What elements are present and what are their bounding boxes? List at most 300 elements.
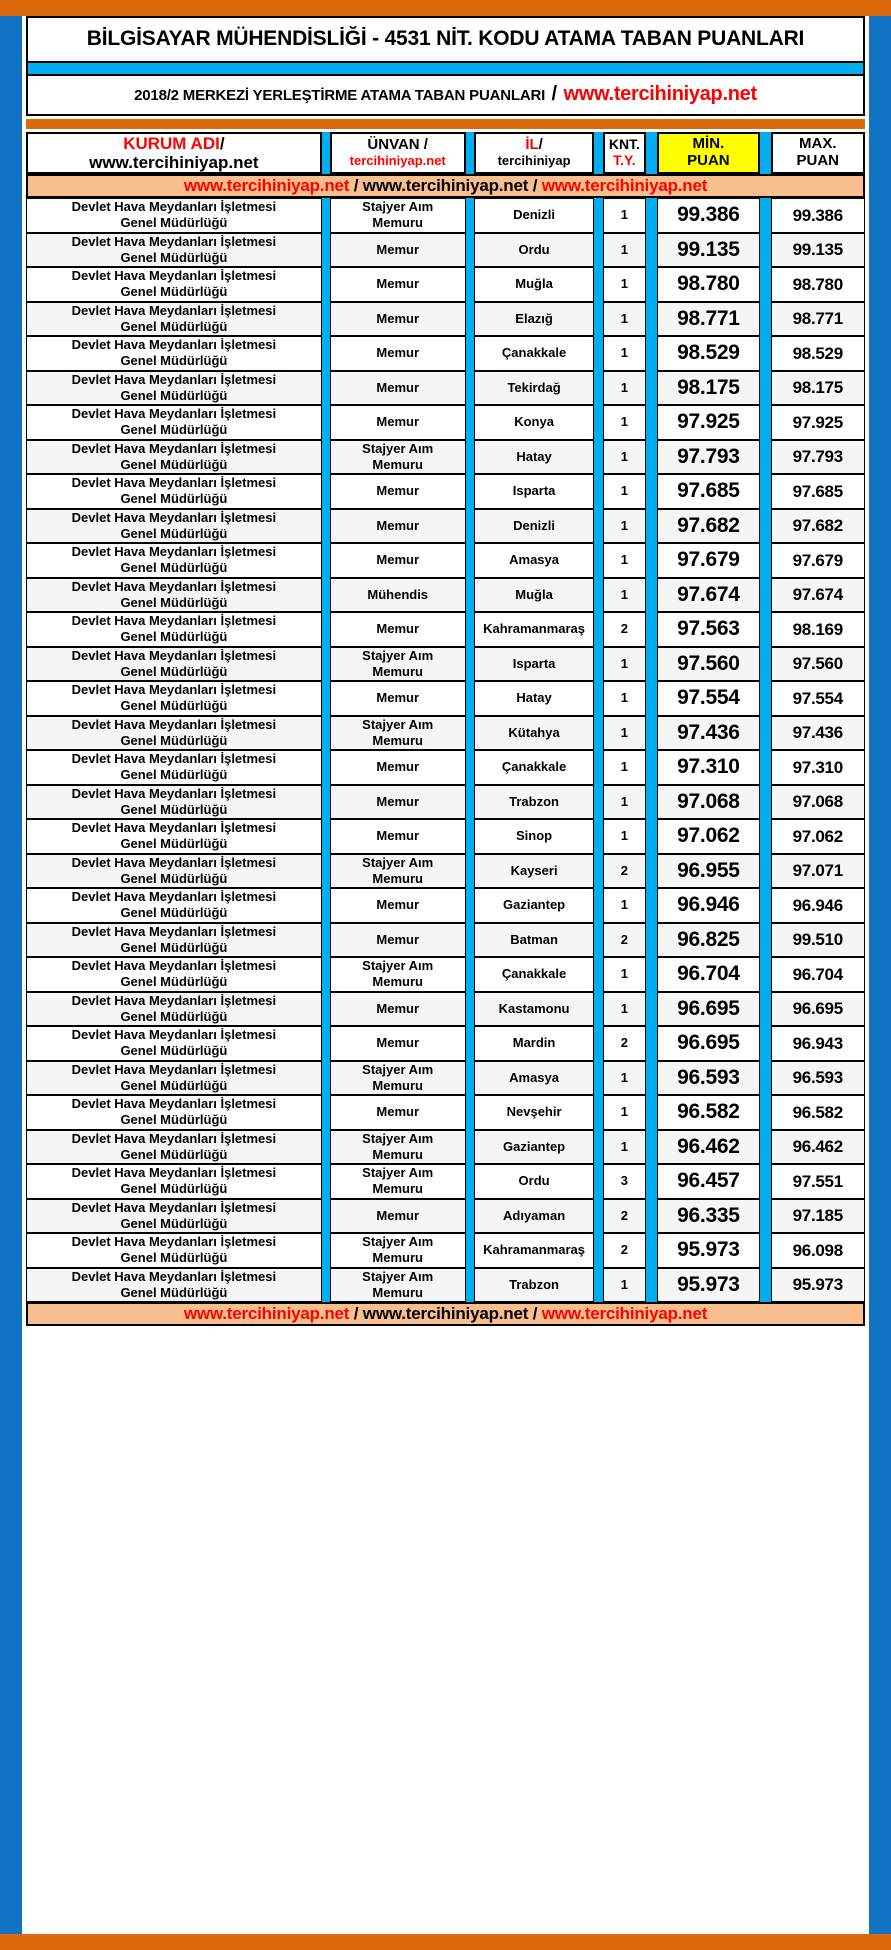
col-header-kurum-site: www.tercihiniyap.net (89, 153, 259, 173)
column-divider (646, 1130, 656, 1165)
table-row (26, 1130, 865, 1165)
cell-min-puan: 96.825 (657, 923, 761, 958)
promo-link-1[interactable]: www.tercihiniyap.net (183, 176, 350, 196)
column-divider (322, 1164, 330, 1199)
cell-unvan: Memur (330, 819, 466, 854)
cell-knt: 2 (603, 854, 647, 889)
column-divider (322, 233, 330, 268)
column-divider (646, 1199, 656, 1234)
cell-max-puan: 99.135 (771, 233, 865, 268)
column-divider (466, 888, 474, 923)
cell-max-puan: 95.973 (771, 1268, 865, 1303)
promo-band-top (26, 174, 865, 198)
cell-unvan: Memur (330, 992, 466, 1027)
table-row (26, 1164, 865, 1199)
cell-il: Muğla (474, 267, 595, 302)
cell-min-puan: 97.062 (657, 819, 761, 854)
cell-max-puan: 96.593 (771, 1061, 865, 1096)
column-divider (646, 1268, 656, 1303)
cell-il: Denizli (474, 509, 595, 544)
column-divider (646, 543, 656, 578)
table-body (26, 198, 865, 1302)
cell-kurum: Devlet Hava Meydanları İşletmesi Genel Müdürlüğü (26, 1199, 322, 1234)
col-header-unvan-site: tercihiniyap.net (349, 153, 446, 169)
column-divider (646, 1095, 656, 1130)
column-divider (466, 509, 474, 544)
cell-max-puan: 97.310 (771, 750, 865, 785)
cell-il: Amasya (474, 543, 595, 578)
table-row (26, 267, 865, 302)
col-header-il-site: tercihiniyap (497, 153, 571, 169)
cell-unvan: Memur (330, 543, 466, 578)
column-divider (760, 957, 770, 992)
column-divider (466, 336, 474, 371)
column-divider (466, 750, 474, 785)
column-divider (594, 132, 602, 174)
column-divider (760, 474, 770, 509)
cell-il: Ordu (474, 233, 595, 268)
column-divider (466, 1061, 474, 1096)
column-divider (322, 957, 330, 992)
cell-knt: 1 (603, 647, 647, 682)
col-header-unvan (330, 132, 466, 174)
column-divider (760, 1199, 770, 1234)
cell-kurum: Devlet Hava Meydanları İşletmesi Genel Müdürlüğü (26, 336, 322, 371)
column-divider (322, 681, 330, 716)
promo-sep-2: / (528, 1304, 542, 1324)
cell-max-puan: 98.771 (771, 302, 865, 337)
column-divider (594, 371, 602, 406)
column-divider (322, 854, 330, 889)
cell-knt: 1 (603, 198, 647, 233)
column-divider (646, 923, 656, 958)
column-divider (466, 1026, 474, 1061)
table-row (26, 1026, 865, 1061)
cell-knt: 1 (603, 716, 647, 751)
col-header-unvan-label: ÜNVAN / (367, 136, 428, 154)
column-divider (322, 1095, 330, 1130)
column-divider (760, 267, 770, 302)
column-divider (594, 612, 602, 647)
column-divider (760, 132, 770, 174)
cell-unvan: Memur (330, 267, 466, 302)
column-divider (594, 1199, 602, 1234)
column-divider (646, 1164, 656, 1199)
cell-kurum: Devlet Hava Meydanları İşletmesi Genel Müdürlüğü (26, 302, 322, 337)
cell-knt: 1 (603, 405, 647, 440)
cell-il: Kayseri (474, 854, 595, 889)
column-divider (646, 405, 656, 440)
column-divider (322, 785, 330, 820)
cell-max-puan: 96.582 (771, 1095, 865, 1130)
column-divider (646, 336, 656, 371)
cell-min-puan: 99.135 (657, 233, 761, 268)
cell-kurum: Devlet Hava Meydanları İşletmesi Genel Müdürlüğü (26, 716, 322, 751)
column-divider (466, 543, 474, 578)
column-divider (594, 647, 602, 682)
promo-sep-1: / (349, 1304, 363, 1324)
subtitle-text: 2018/2 MERKEZİ YERLEŞTİRME ATAMA TABAN PUANLARI (134, 87, 546, 104)
cell-kurum: Devlet Hava Meydanları İşletmesi Genel Müdürlüğü (26, 957, 322, 992)
column-divider (466, 1199, 474, 1234)
cell-il: Sinop (474, 819, 595, 854)
cell-knt: 2 (603, 1199, 647, 1234)
column-divider (594, 819, 602, 854)
column-divider (760, 681, 770, 716)
cell-unvan: Memur (330, 509, 466, 544)
promo-link-1[interactable]: www.tercihiniyap.net (183, 1304, 350, 1324)
column-divider (322, 1268, 330, 1303)
column-divider (760, 716, 770, 751)
cell-kurum: Devlet Hava Meydanları İşletmesi Genel Müdürlüğü (26, 819, 322, 854)
cell-kurum: Devlet Hava Meydanları İşletmesi Genel Müdürlüğü (26, 474, 322, 509)
left-blue-border (0, 16, 22, 1934)
cell-max-puan: 98.175 (771, 371, 865, 406)
cell-knt: 1 (603, 233, 647, 268)
column-divider (594, 992, 602, 1027)
page-title: BİLGİSAYAR MÜHENDİSLİĞİ - 4531 NİT. KODU ATAMA TABAN PUANLARI (26, 16, 865, 63)
column-divider (466, 819, 474, 854)
column-divider (760, 854, 770, 889)
cell-il: Muğla (474, 578, 595, 613)
column-divider (322, 578, 330, 613)
column-divider (594, 1233, 602, 1268)
cell-kurum: Devlet Hava Meydanları İşletmesi Genel Müdürlüğü (26, 854, 322, 889)
column-divider (594, 923, 602, 958)
cell-kurum: Devlet Hava Meydanları İşletmesi Genel Müdürlüğü (26, 509, 322, 544)
table-row (26, 233, 865, 268)
col-header-il-label: İL (525, 136, 539, 154)
table-row (26, 1233, 865, 1268)
cell-unvan: Memur (330, 405, 466, 440)
cell-unvan: Memur (330, 302, 466, 337)
column-divider (594, 716, 602, 751)
cell-il: Trabzon (474, 785, 595, 820)
cell-unvan: Stajyer Aım Memuru (330, 1061, 466, 1096)
cell-max-puan: 97.554 (771, 681, 865, 716)
column-divider (594, 888, 602, 923)
cell-max-puan: 97.436 (771, 716, 865, 751)
column-divider (760, 302, 770, 337)
cell-unvan: Memur (330, 1095, 466, 1130)
orange-divider (26, 119, 865, 129)
table-row (26, 336, 865, 371)
cell-knt: 1 (603, 1268, 647, 1303)
column-divider (646, 302, 656, 337)
cell-kurum: Devlet Hava Meydanları İşletmesi Genel Müdürlüğü (26, 440, 322, 475)
cell-min-puan: 96.704 (657, 957, 761, 992)
cell-unvan: Memur (330, 785, 466, 820)
column-divider (322, 1130, 330, 1165)
column-divider (760, 888, 770, 923)
promo-sep-2: / (528, 176, 542, 196)
column-divider (322, 1199, 330, 1234)
column-divider (594, 578, 602, 613)
cell-kurum: Devlet Hava Meydanları İşletmesi Genel Müdürlüğü (26, 612, 322, 647)
cell-knt: 1 (603, 302, 647, 337)
column-divider (594, 198, 602, 233)
cell-knt: 3 (603, 1164, 647, 1199)
promo-link-2[interactable]: www.tercihiniyap.net (362, 1304, 529, 1324)
cell-unvan: Stajyer Aım Memuru (330, 198, 466, 233)
column-divider (646, 819, 656, 854)
column-divider (594, 957, 602, 992)
column-divider (322, 336, 330, 371)
cell-kurum: Devlet Hava Meydanları İşletmesi Genel Müdürlüğü (26, 1233, 322, 1268)
col-header-min-puan (657, 132, 761, 174)
column-divider (594, 474, 602, 509)
subtitle-slash: / (551, 83, 558, 105)
cell-unvan: Memur (330, 750, 466, 785)
column-divider (322, 612, 330, 647)
column-divider (594, 302, 602, 337)
cell-il: Kastamonu (474, 992, 595, 1027)
cell-unvan: Memur (330, 474, 466, 509)
promo-link-3[interactable]: www.tercihiniyap.net (541, 1304, 708, 1324)
column-divider (466, 716, 474, 751)
cell-min-puan: 97.563 (657, 612, 761, 647)
cell-knt: 1 (603, 267, 647, 302)
column-divider (466, 1164, 474, 1199)
cell-unvan: Stajyer Aım Memuru (330, 647, 466, 682)
cell-knt: 1 (603, 957, 647, 992)
column-divider (760, 923, 770, 958)
cell-knt: 1 (603, 509, 647, 544)
column-divider (322, 440, 330, 475)
column-divider (646, 474, 656, 509)
cell-unvan: Memur (330, 1026, 466, 1061)
column-divider (760, 1233, 770, 1268)
column-divider (760, 785, 770, 820)
table-row (26, 957, 865, 992)
column-divider (760, 543, 770, 578)
column-divider (466, 267, 474, 302)
promo-link-2[interactable]: www.tercihiniyap.net (362, 176, 529, 196)
cell-min-puan: 96.582 (657, 1095, 761, 1130)
column-divider (322, 198, 330, 233)
cell-max-puan: 97.068 (771, 785, 865, 820)
column-divider (760, 336, 770, 371)
cell-min-puan: 96.695 (657, 992, 761, 1027)
right-blue-border (869, 16, 891, 1934)
cell-min-puan: 96.462 (657, 1130, 761, 1165)
cell-il: Mardin (474, 1026, 595, 1061)
col-header-max-sub: PUAN (796, 152, 840, 170)
column-divider (466, 992, 474, 1027)
table-row (26, 785, 865, 820)
column-divider (646, 716, 656, 751)
column-divider (466, 1268, 474, 1303)
col-header-min-label: MİN. (692, 135, 725, 153)
column-divider (322, 1026, 330, 1061)
table-header (26, 132, 865, 198)
cell-min-puan: 99.386 (657, 198, 761, 233)
cell-knt: 2 (603, 612, 647, 647)
cell-min-puan: 97.560 (657, 647, 761, 682)
cell-knt: 1 (603, 371, 647, 406)
column-divider (466, 405, 474, 440)
column-divider (594, 681, 602, 716)
column-divider (594, 1130, 602, 1165)
cell-knt: 1 (603, 992, 647, 1027)
cell-il: Hatay (474, 440, 595, 475)
column-divider (322, 1061, 330, 1096)
column-divider (466, 132, 474, 174)
col-header-max-puan (771, 132, 865, 174)
cell-unvan: Memur (330, 1199, 466, 1234)
cell-knt: 2 (603, 1233, 647, 1268)
cell-il: Kütahya (474, 716, 595, 751)
column-divider (594, 543, 602, 578)
cell-knt: 1 (603, 1130, 647, 1165)
column-divider (646, 957, 656, 992)
col-header-kurum-slash: / (219, 134, 225, 153)
column-divider (594, 750, 602, 785)
cell-knt: 1 (603, 1061, 647, 1096)
table-row (26, 612, 865, 647)
title-cyan-divider (26, 63, 865, 76)
cell-max-puan: 97.685 (771, 474, 865, 509)
cell-unvan: Stajyer Aım Memuru (330, 440, 466, 475)
cell-max-puan: 97.679 (771, 543, 865, 578)
table-row (26, 923, 865, 958)
cell-kurum: Devlet Hava Meydanları İşletmesi Genel Müdürlüğü (26, 233, 322, 268)
cell-max-puan: 97.071 (771, 854, 865, 889)
column-divider (646, 509, 656, 544)
table-row (26, 405, 865, 440)
column-divider (646, 267, 656, 302)
column-divider (322, 992, 330, 1027)
promo-band-bottom (26, 1302, 865, 1326)
cell-unvan: Mühendis (330, 578, 466, 613)
cell-knt: 1 (603, 888, 647, 923)
table-row (26, 543, 865, 578)
column-divider (466, 854, 474, 889)
promo-link-3[interactable]: www.tercihiniyap.net (541, 176, 708, 196)
cell-unvan: Stajyer Aım Memuru (330, 1268, 466, 1303)
table-row (26, 888, 865, 923)
column-divider (646, 1233, 656, 1268)
column-divider (466, 371, 474, 406)
cell-kurum: Devlet Hava Meydanları İşletmesi Genel Müdürlüğü (26, 198, 322, 233)
column-divider (322, 371, 330, 406)
column-divider (594, 854, 602, 889)
column-divider (760, 509, 770, 544)
cell-min-puan: 96.457 (657, 1164, 761, 1199)
cell-min-puan: 95.973 (657, 1233, 761, 1268)
cell-knt: 1 (603, 336, 647, 371)
table-row (26, 1095, 865, 1130)
table-row (26, 992, 865, 1027)
cell-max-puan: 97.560 (771, 647, 865, 682)
cell-kurum: Devlet Hava Meydanları İşletmesi Genel Müdürlüğü (26, 1268, 322, 1303)
column-divider (466, 923, 474, 958)
column-divider (466, 1095, 474, 1130)
cell-max-puan: 97.682 (771, 509, 865, 544)
cell-kurum: Devlet Hava Meydanları İşletmesi Genel Müdürlüğü (26, 1061, 322, 1096)
column-divider (466, 957, 474, 992)
cell-kurum: Devlet Hava Meydanları İşletmesi Genel Müdürlüğü (26, 543, 322, 578)
column-divider (760, 233, 770, 268)
cell-il: Trabzon (474, 1268, 595, 1303)
column-divider (466, 302, 474, 337)
cell-min-puan: 96.955 (657, 854, 761, 889)
column-divider (760, 750, 770, 785)
cell-unvan: Stajyer Aım Memuru (330, 854, 466, 889)
column-divider (594, 233, 602, 268)
cell-max-puan: 97.674 (771, 578, 865, 613)
cell-kurum: Devlet Hava Meydanları İşletmesi Genel Müdürlüğü (26, 371, 322, 406)
table-row (26, 302, 865, 337)
cell-min-puan: 97.310 (657, 750, 761, 785)
cell-unvan: Memur (330, 888, 466, 923)
cell-min-puan: 97.436 (657, 716, 761, 751)
cell-il: Adıyaman (474, 1199, 595, 1234)
cell-max-puan: 98.529 (771, 336, 865, 371)
cell-unvan: Stajyer Aım Memuru (330, 1130, 466, 1165)
column-divider (466, 440, 474, 475)
column-divider (594, 440, 602, 475)
column-divider (646, 233, 656, 268)
table-row (26, 509, 865, 544)
cell-il: Isparta (474, 474, 595, 509)
column-divider (760, 1130, 770, 1165)
cell-max-puan: 97.185 (771, 1199, 865, 1234)
column-divider (760, 1268, 770, 1303)
cell-max-puan: 97.551 (771, 1164, 865, 1199)
cell-max-puan: 99.386 (771, 198, 865, 233)
cell-il: Isparta (474, 647, 595, 682)
cell-knt: 2 (603, 1026, 647, 1061)
cell-max-puan: 96.695 (771, 992, 865, 1027)
column-divider (594, 1268, 602, 1303)
column-divider (594, 1026, 602, 1061)
subtitle-website[interactable]: www.tercihiniyap.net (563, 83, 757, 105)
cell-il: Gaziantep (474, 1130, 595, 1165)
cell-knt: 1 (603, 474, 647, 509)
table-row (26, 1268, 865, 1303)
column-divider (322, 302, 330, 337)
cell-unvan: Memur (330, 681, 466, 716)
column-divider (760, 1026, 770, 1061)
column-divider (646, 612, 656, 647)
cell-unvan: Memur (330, 612, 466, 647)
column-divider (466, 612, 474, 647)
column-divider (646, 440, 656, 475)
cell-min-puan: 97.674 (657, 578, 761, 613)
cell-kurum: Devlet Hava Meydanları İşletmesi Genel Müdürlüğü (26, 1164, 322, 1199)
column-divider (760, 371, 770, 406)
column-divider (466, 1130, 474, 1165)
cell-il: Çanakkale (474, 957, 595, 992)
cell-max-puan: 97.925 (771, 405, 865, 440)
cell-kurum: Devlet Hava Meydanları İşletmesi Genel Müdürlüğü (26, 1095, 322, 1130)
cell-il: Nevşehir (474, 1095, 595, 1130)
cell-knt: 1 (603, 1095, 647, 1130)
column-divider (760, 578, 770, 613)
column-divider (594, 1164, 602, 1199)
cell-unvan: Stajyer Aım Memuru (330, 957, 466, 992)
table-row (26, 1061, 865, 1096)
cell-knt: 1 (603, 543, 647, 578)
column-divider (646, 1026, 656, 1061)
promo-sep-1: / (349, 176, 363, 196)
column-divider (466, 681, 474, 716)
column-divider (760, 992, 770, 1027)
cell-il: Gaziantep (474, 888, 595, 923)
cell-min-puan: 95.973 (657, 1268, 761, 1303)
cell-knt: 1 (603, 785, 647, 820)
